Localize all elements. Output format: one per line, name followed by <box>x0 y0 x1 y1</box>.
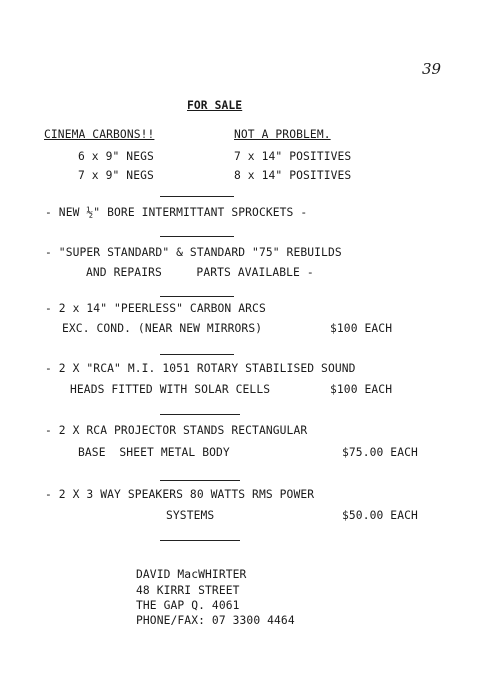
carbons-left-heading: CINEMA CARBONS!! <box>44 128 155 141</box>
divider-7 <box>160 540 240 541</box>
contact-name: DAVID MacWHIRTER <box>136 568 247 581</box>
page-number: 39 <box>422 60 442 78</box>
page-title: FOR SALE <box>187 99 243 112</box>
item-rebuilds-line2: AND REPAIRS PARTS AVAILABLE - <box>86 266 314 279</box>
carbon-neg-2: 7 x 9" NEGS <box>78 169 154 182</box>
item-stands-price: $75.00 EACH <box>342 446 418 459</box>
divider-3 <box>160 296 234 297</box>
item-sound-line2: HEADS FITTED WITH SOLAR CELLS <box>70 383 271 396</box>
divider-6 <box>160 480 240 481</box>
item-stands-line1: - 2 X RCA PROJECTOR STANDS RECTANGULAR <box>45 424 308 437</box>
carbon-neg-1: 6 x 9" NEGS <box>78 150 154 163</box>
item-rebuilds-line1: - "SUPER STANDARD" & STANDARD "75" REBUILDS <box>45 246 342 259</box>
item-arcs-line1: - 2 x 14" "PEERLESS" CARBON ARCS <box>45 302 266 315</box>
item-speakers-line1: - 2 X 3 WAY SPEAKERS 80 WATTS RMS POWER <box>45 488 315 501</box>
item-sound-price: $100 EACH <box>330 383 393 396</box>
contact-city: THE GAP Q. 4061 <box>136 599 240 612</box>
carbon-pos-1: 7 x 14" POSITIVES <box>234 150 352 163</box>
item-sprockets: - NEW ½" BORE INTERMITTANT SPROCKETS - <box>45 206 308 219</box>
carbon-pos-2: 8 x 14" POSITIVES <box>234 169 352 182</box>
item-speakers-line2: SYSTEMS <box>166 509 215 522</box>
contact-phone: PHONE/FAX: 07 3300 4464 <box>136 614 295 627</box>
item-stands-line2: BASE SHEET METAL BODY <box>78 446 230 459</box>
item-arcs-price: $100 EACH <box>330 322 393 335</box>
carbons-right-heading: NOT A PROBLEM. <box>234 128 331 141</box>
item-speakers-price: $50.00 EACH <box>342 509 418 522</box>
item-arcs-line2: EXC. COND. (NEAR NEW MIRRORS) <box>62 322 263 335</box>
divider-1 <box>160 196 234 197</box>
divider-2 <box>160 236 234 237</box>
contact-street: 48 KIRRI STREET <box>136 584 240 597</box>
item-sound-line1: - 2 X "RCA" M.I. 1051 ROTARY STABILISED SOUND <box>45 362 356 375</box>
divider-4 <box>160 354 234 355</box>
divider-5 <box>160 414 240 415</box>
